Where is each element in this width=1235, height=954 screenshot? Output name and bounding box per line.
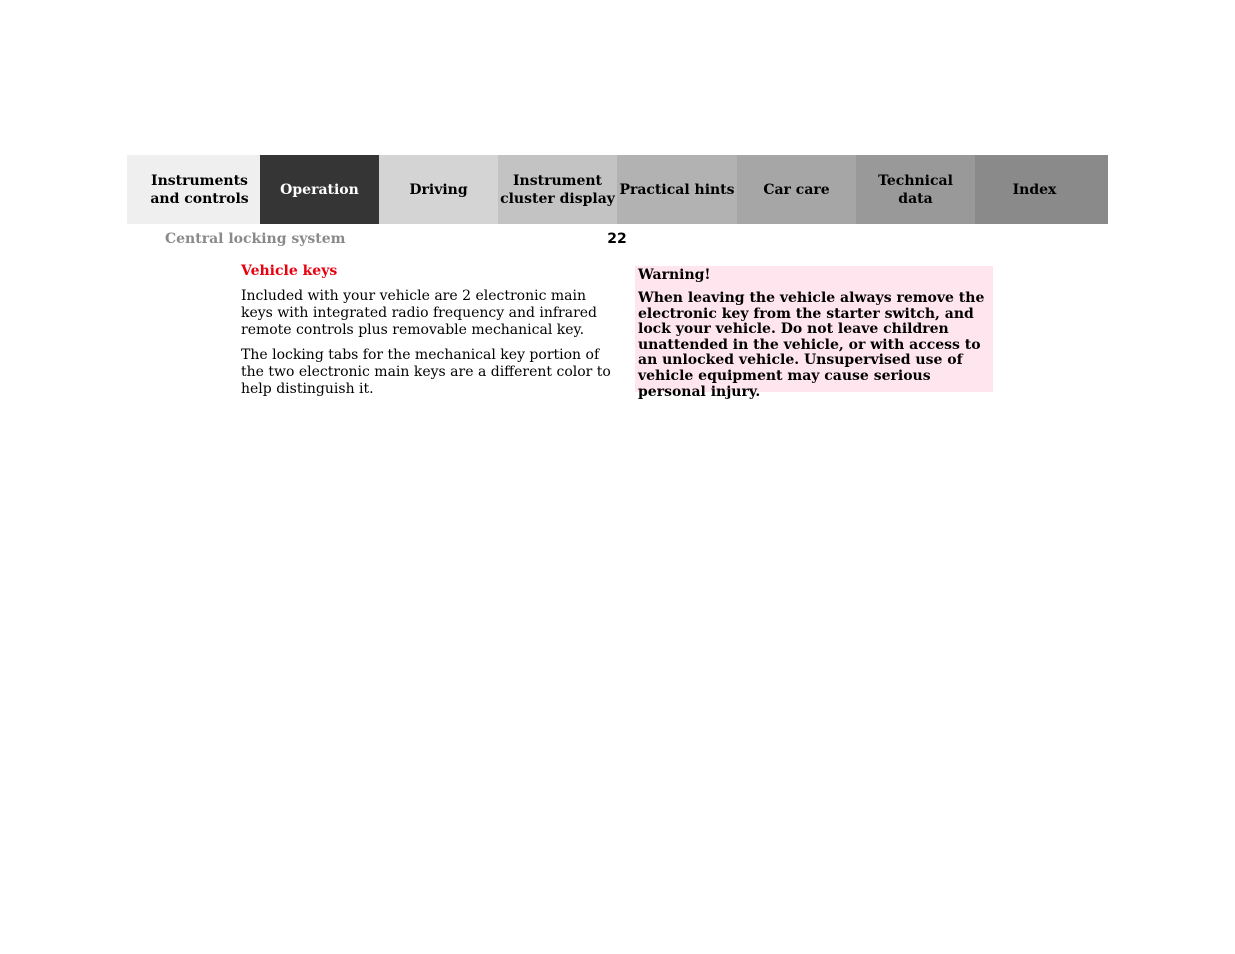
page-number: 22	[607, 231, 627, 247]
tab-label: Index	[1012, 181, 1057, 198]
tab-label: Car care	[763, 181, 830, 198]
main-content	[241, 262, 611, 406]
tab-instruments-and-controls[interactable]	[127, 155, 260, 224]
paragraph: The locking tabs for the mechanical key portion of the two electronic main keys are a different color to help distinguish it.	[241, 347, 611, 397]
paragraph: Included with your vehicle are 2 electronic main keys with integrated radio frequency and infrared remote controls plus removable mechanical key.	[241, 288, 598, 338]
tab-driving[interactable]	[379, 155, 498, 224]
tab-label: Practical hints	[619, 181, 735, 198]
tab-label: Operation	[280, 181, 359, 198]
tab-label: Technical data	[878, 172, 953, 207]
tab-label: Instrument cluster display	[500, 172, 615, 207]
tab-technical-data[interactable]	[856, 155, 975, 224]
warning-title: Warning!	[638, 267, 711, 283]
tab-index[interactable]	[975, 155, 1108, 224]
warning-box	[635, 266, 993, 400]
tab-instrument-cluster-display[interactable]	[498, 155, 617, 224]
tab-label: Driving	[409, 181, 468, 198]
tab-label: Instruments and controls	[150, 172, 249, 207]
content-heading: Vehicle keys	[241, 263, 338, 279]
warning-text: When leaving the vehicle always remove the electronic key from the starter switch, and lock your vehicle. Do not leave children unattended in the vehicle, or with access to an unlocked vehicle. Unsupervised use of vehicle equipment may cause serious personal injury.	[638, 290, 985, 400]
chapter-navigation	[127, 155, 1108, 224]
tab-practical-hints[interactable]	[617, 155, 737, 224]
tab-car-care[interactable]	[737, 155, 856, 224]
section-title: Central locking system	[165, 231, 346, 247]
tab-operation[interactable]	[260, 155, 379, 224]
